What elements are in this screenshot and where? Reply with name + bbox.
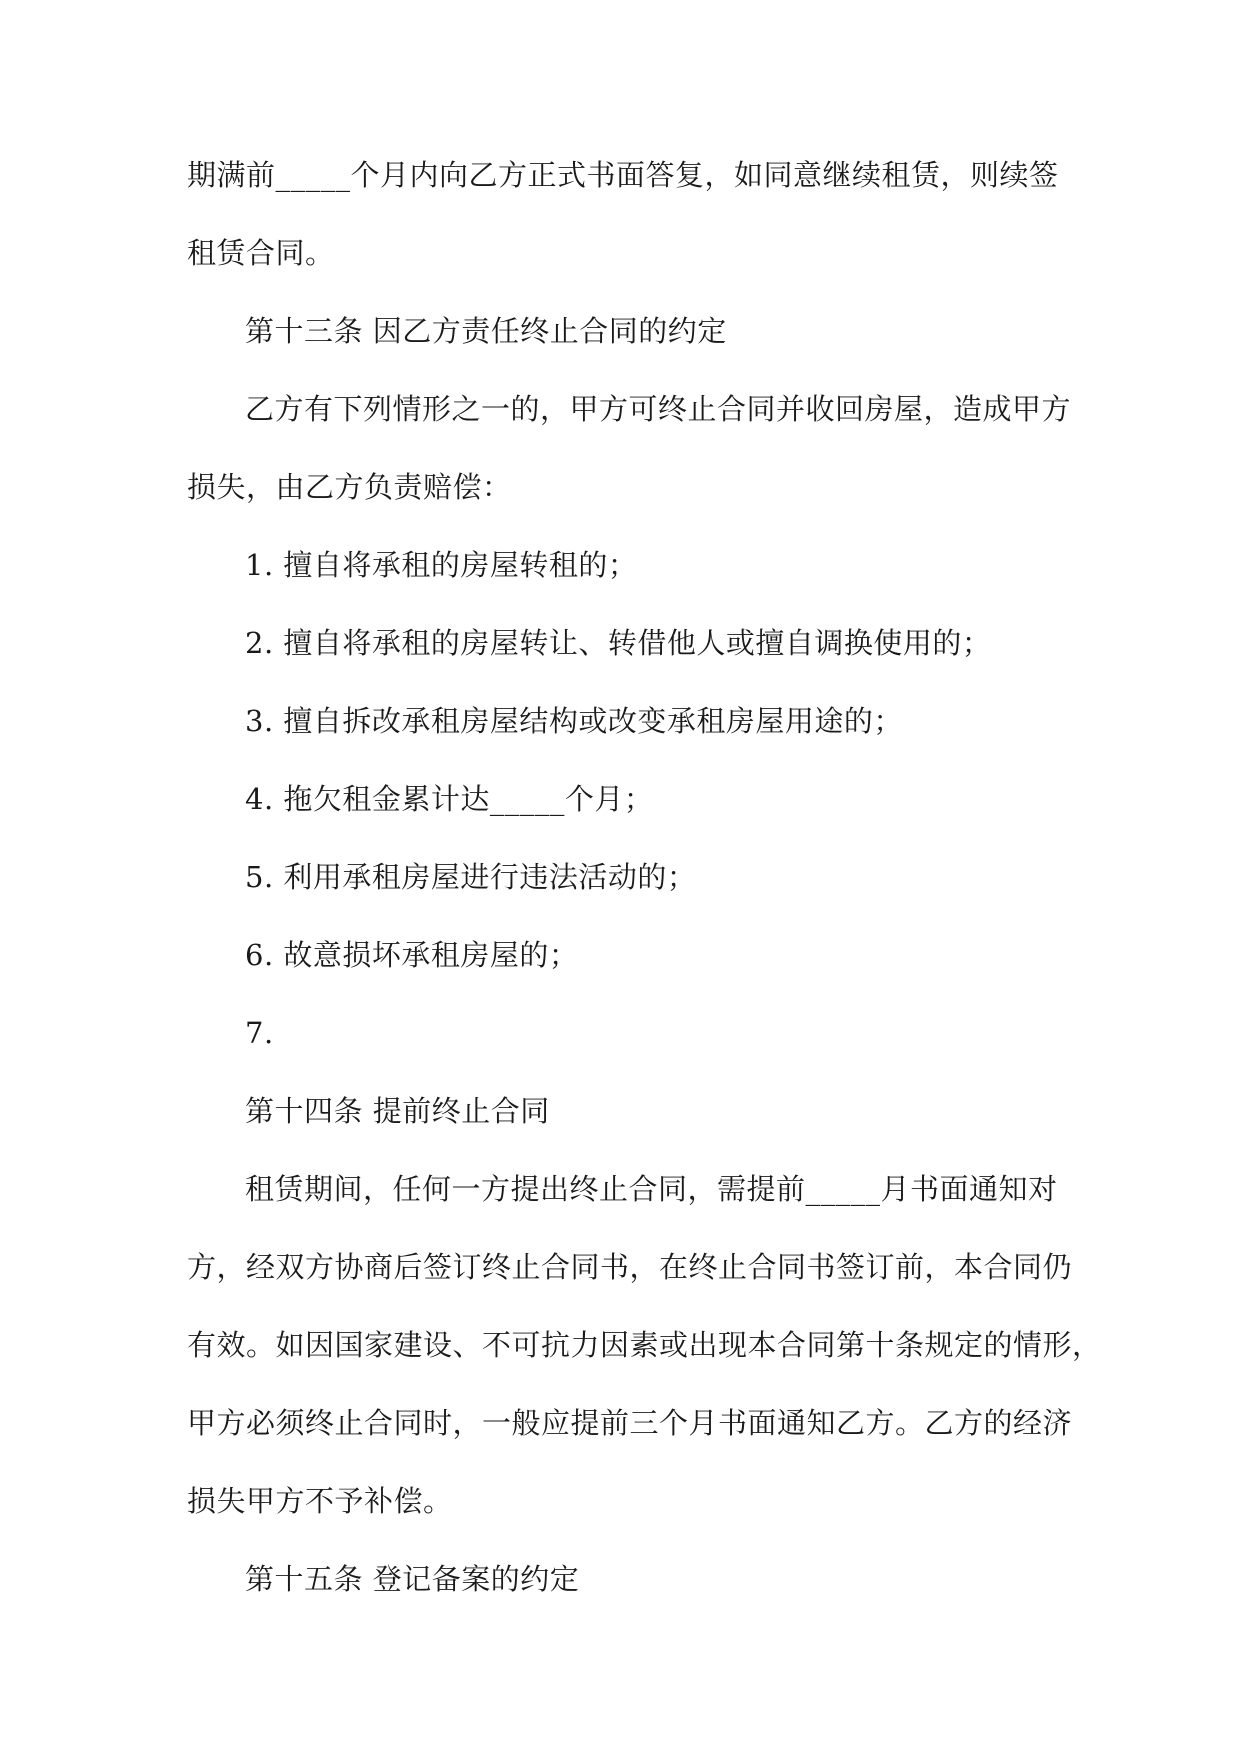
paragraph-line: 有效。如因国家建设、不可抗力因素或出现本合同第十条规定的情形， — [187, 1328, 1102, 1362]
article-heading: 第十三条 因乙方责任终止合同的约定 — [245, 314, 727, 348]
list-item: 5. 利用承租房屋进行违法活动的； — [245, 860, 697, 894]
article-heading: 第十四条 提前终止合同 — [245, 1094, 550, 1128]
list-item: 7. — [245, 1016, 274, 1050]
list-item: 4. 拖欠租金累计达_____个月； — [245, 782, 654, 816]
document-body — [187, 136, 1102, 1618]
paragraph-line: 乙方有下列情形之一的，甲方可终止合同并收回房屋，造成甲方 — [245, 392, 1072, 426]
paragraph-line: 损失，由乙方负责赔偿： — [187, 470, 512, 504]
list-item: 3. 擅自拆改承租房屋结构或改变承租房屋用途的； — [245, 704, 903, 738]
paragraph-line: 期满前_____个月内向乙方正式书面答复，如同意继续租赁，则续签 — [187, 158, 1059, 192]
list-item: 6. 故意损坏承租房屋的； — [245, 938, 579, 972]
paragraph-line: 租赁期间，任何一方提出终止合同，需提前_____月书面通知对 — [245, 1172, 1058, 1206]
list-item: 1. 擅自将承租的房屋转租的； — [245, 548, 638, 582]
article-heading: 第十五条 登记备案的约定 — [245, 1562, 580, 1596]
paragraph-line: 方，经双方协商后签订终止合同书，在终止合同书签订前，本合同仍 — [187, 1250, 1073, 1284]
paragraph-line: 租赁合同。 — [187, 236, 335, 270]
paragraph-line: 甲方必须终止合同时，一般应提前三个月书面通知乙方。乙方的经济 — [187, 1406, 1073, 1440]
list-item: 2. 擅自将承租的房屋转让、转借他人或擅自调换使用的； — [245, 626, 992, 660]
paragraph-line: 损失甲方不予补偿。 — [187, 1484, 453, 1518]
